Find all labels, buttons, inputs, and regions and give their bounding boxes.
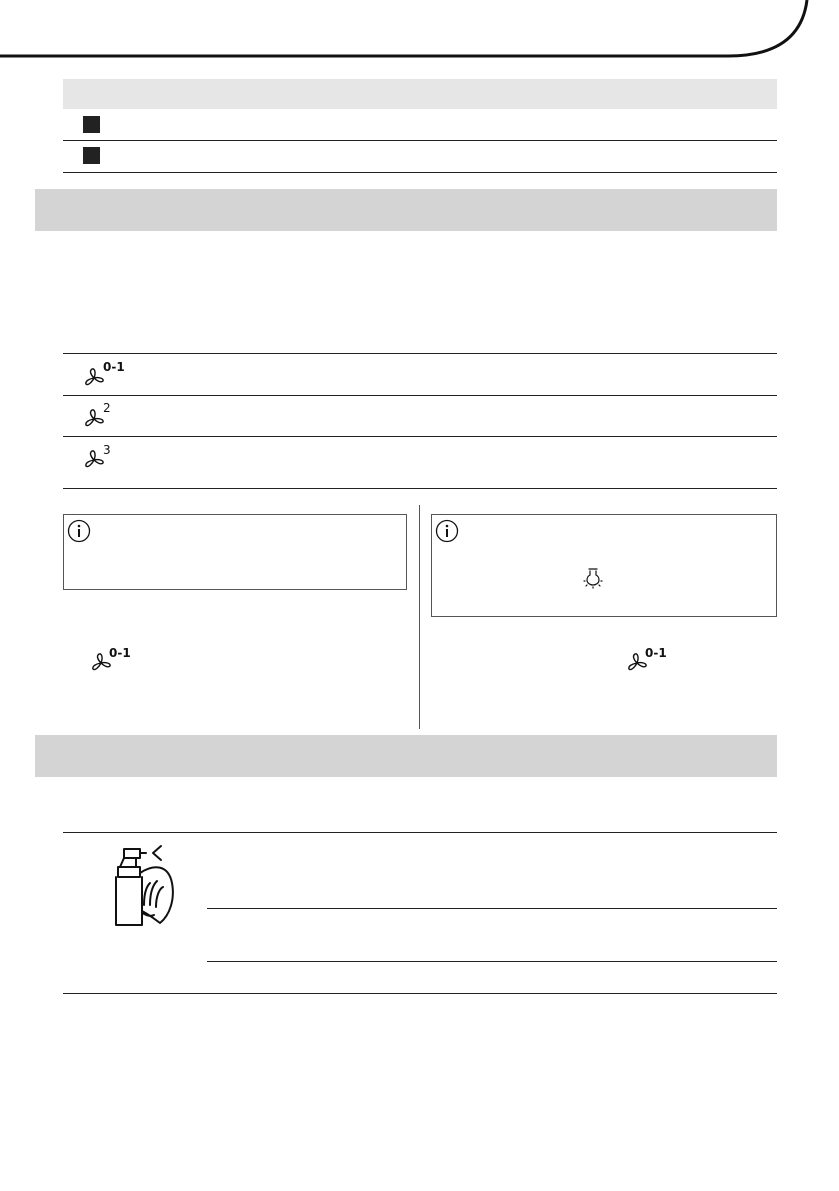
table-row — [63, 396, 777, 436]
fan-indicator — [626, 648, 686, 672]
row-divider — [207, 961, 777, 962]
fan-speed-superscript: 3 — [103, 443, 111, 457]
table-bottom-rule — [63, 993, 777, 994]
top-table-header — [63, 79, 777, 109]
page-corner-decoration — [0, 0, 839, 80]
fan-speed-superscript: 0-1 — [103, 360, 125, 374]
row-divider — [207, 908, 777, 909]
info-icon — [67, 519, 91, 543]
fan-icon — [83, 449, 105, 469]
row-divider — [63, 172, 777, 173]
table-bottom-rule — [63, 488, 777, 489]
fan-speed-superscript: 0-1 — [645, 646, 667, 660]
info-note-box — [63, 514, 407, 590]
info-note-box — [431, 514, 777, 617]
section-heading-band — [35, 189, 777, 231]
square-marker-icon — [83, 147, 100, 164]
column-divider — [419, 505, 420, 729]
section-heading-band — [35, 735, 777, 777]
fan-speed-superscript: 2 — [103, 401, 111, 415]
table-row — [63, 437, 777, 488]
table-row — [63, 109, 777, 140]
square-marker-icon — [83, 116, 100, 133]
table-row — [63, 354, 777, 395]
info-icon — [435, 519, 459, 543]
fan-speed-superscript: 0-1 — [109, 646, 131, 660]
table-top-rule — [63, 832, 777, 833]
table-row — [63, 141, 777, 172]
fan-icon — [83, 408, 105, 428]
spray-and-cloth-icon — [106, 843, 176, 929]
fan-indicator — [90, 648, 150, 672]
light-bulb-icon — [582, 567, 604, 589]
fan-icon — [83, 367, 105, 387]
